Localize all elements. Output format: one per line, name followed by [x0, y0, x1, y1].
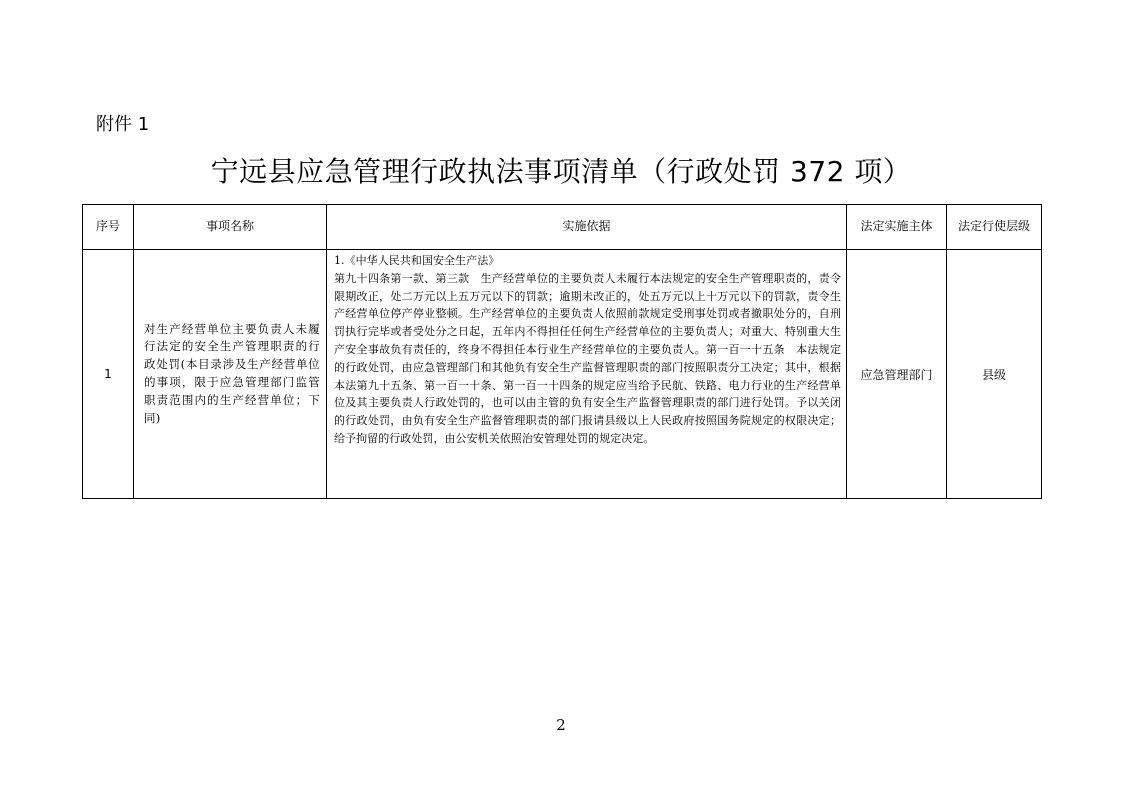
row-number: 1	[83, 250, 134, 499]
header-item-name: 事项名称	[134, 205, 327, 250]
header-level: 法定行使层级	[947, 205, 1042, 250]
enforcement-items-table	[82, 204, 1042, 499]
basis-law-title: 1.《中华人民共和国安全生产法》	[334, 254, 500, 267]
attachment-label: 附件 1	[96, 114, 150, 135]
page-number: 2	[556, 716, 566, 734]
header-subject: 法定实施主体	[847, 205, 947, 250]
header-number: 序号	[83, 205, 134, 250]
table-row	[83, 250, 1042, 499]
row-item-name: 对生产经营单位主要负责人未履行法定的安全生产管理职责的行政处罚(本目录涉及生产经营单位的事项，限于应急管理部门监管职责范围内的生产经营单位；下同)	[134, 250, 327, 499]
table-header-row	[83, 205, 1042, 250]
basis-law-text: 第九十四条第一款、第三款 生产经营单位的主要负责人未履行本法规定的安全生产管理职责的，责令限期改正，处二万元以上五万元以下的罚款；逾期未改正的，处五万元以上十万元以下的罚款，责令生产经营单位停产停业整顿。生产经营单位的主要负责人依照前款规定受刑事处罚或者撤职处分的，自刑罚执行完毕或者受处分之日起，五年内不得担任任何生产经营单位的主要负责人；对重大、特别重大生产安全事故负有责任的，终身不得担任本行业生产经营单位的主要负责人。第一百一十五条 本法规定的行政处罚，由应急管理部门和其他负有安全生产监督管理职责的部门按照职责分工决定；其中，根据本法第九十五条、第一百一十条、第一百一十四条的规定应当给予民航、铁路、电力行业的生产经营单位及其主要负责人行政处罚的，也可以由主管的负有安全生产监督管理职责的部门进行处罚。予以关闭的行政处罚，由负有安全生产监督管理职责的部门报请县级以上人民政府按照国务院规定的权限决定；给予拘留的行政处罚，由公安机关依照治安管理处罚的规定决定。	[334, 271, 841, 445]
row-level: 县级	[947, 250, 1042, 499]
row-subject: 应急管理部门	[847, 250, 947, 499]
header-basis: 实施依据	[327, 205, 847, 250]
row-basis	[327, 250, 847, 499]
document-title: 宁远县应急管理行政执法事项清单（行政处罚 372 项）	[210, 155, 912, 188]
